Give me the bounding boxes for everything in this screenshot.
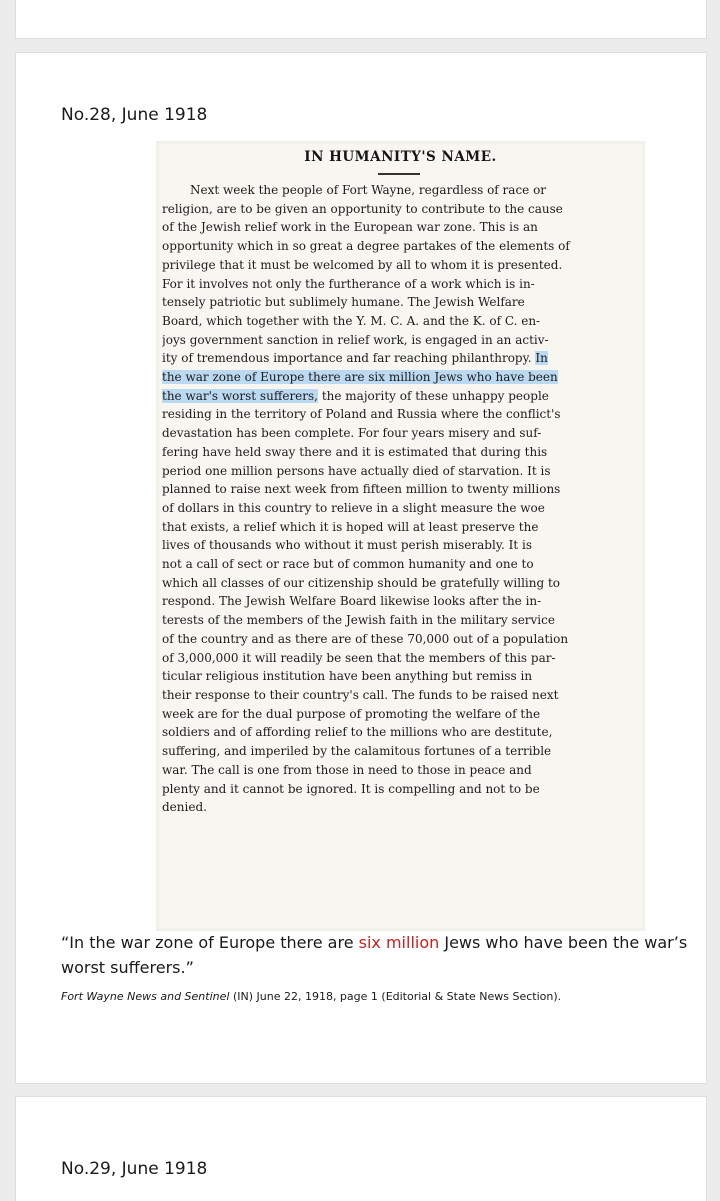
clipping-text: tensely patriotic but sublimely humane. The Jewish Welfare (162, 295, 525, 310)
clipping-title-rule (378, 173, 420, 175)
clipping-text: plenty and it cannot be ignored. It is compelling and not to be (162, 781, 540, 796)
clipping-line (162, 649, 636, 668)
clipping-text: war. The call is one from those in need to those in peace and (162, 762, 532, 777)
clipping-line (162, 611, 636, 630)
clipping-body (162, 181, 636, 817)
clipping-line (162, 424, 636, 443)
clipping-line (162, 331, 636, 350)
pull-quote (61, 930, 701, 980)
clipping-line (162, 555, 636, 574)
next-page (15, 1096, 707, 1201)
clipping-text: religion, are to be given an opportunity to contribute to the cause (162, 201, 563, 216)
clipping-text: period one million persons have actually died of starvation. It is (162, 463, 551, 478)
clipping-text: ity of tremendous importance and far reaching philanthropy. (162, 351, 536, 366)
clipping-line (162, 256, 636, 275)
clipping-text: denied. (162, 800, 207, 815)
clipping-text: the majority of these unhappy people (318, 388, 549, 403)
clipping-text: planned to raise next week from fifteen million to twenty millions (162, 482, 561, 497)
clipping-text: Next week the people of Fort Wayne, regardless of race or (190, 183, 547, 197)
clipping-line (162, 237, 636, 256)
previous-page-bottom (15, 0, 707, 39)
next-entry-heading: No.29, June 1918 (61, 1159, 208, 1179)
clipping-line (162, 312, 636, 331)
clipping-line (162, 798, 636, 817)
clipping-text: opportunity which in so great a degree partakes of the elements of (162, 239, 570, 254)
clipping-text: ticular religious institution have been anything but remiss in (162, 669, 533, 684)
clipping-text: terests of the members of the Jewish faith in the military service (162, 613, 555, 628)
clipping-text: that exists, a relief which it is hoped will at least preserve the (162, 519, 539, 534)
clipping-text: not a call of sect or race but of common humanity and one to (162, 557, 534, 572)
clipping-text: residing in the territory of Poland and Russia where the conflict's (162, 407, 561, 422)
clipping-line (162, 462, 636, 481)
clipping-line (162, 592, 636, 611)
clipping-text: lives of thousands who without it must perish miserably. It is (162, 538, 533, 553)
highlighted-text: In (535, 351, 548, 366)
clipping-text: suffering, and imperiled by the calamitous fortunes of a terrible (162, 744, 552, 759)
clipping-line (162, 349, 636, 368)
clipping-line (162, 723, 636, 742)
clipping-line (162, 780, 636, 799)
clipping-text: fering have held sway there and it is estimated that during this (162, 444, 548, 459)
clipping-text: joys government sanction in relief work, is engaged in an activ- (162, 332, 549, 347)
clipping-line (162, 293, 636, 312)
clipping-line (162, 387, 636, 406)
clipping-line (162, 480, 636, 499)
highlighted-text: the war's worst sufferers, (162, 388, 318, 403)
clipping-text: which all classes of our citizenship should be gratefully willing to (162, 575, 561, 590)
citation-source: Fort Wayne News and Sentinel (61, 990, 230, 1003)
clipping-text: Board, which together with the Y. M. C. A. and the K. of C. en- (162, 313, 541, 328)
clipping-line (162, 536, 636, 555)
clipping-line (162, 499, 636, 518)
clipping-line (162, 518, 636, 537)
clipping-line (162, 761, 636, 780)
clipping-line (162, 405, 636, 424)
highlighted-text: the war zone of Europe there are six million Jews who have been (162, 370, 558, 385)
clipping-line (162, 742, 636, 761)
citation (61, 990, 701, 1003)
document-page (15, 52, 707, 1084)
clipping-line (162, 686, 636, 705)
clipping-text: devastation has been complete. For four years misery and suf- (162, 426, 542, 441)
clipping-line (162, 667, 636, 686)
clipping-text: privilege that it must be welcomed by all to whom it is presented. (162, 257, 563, 272)
clipping-text: For it involves not only the furtherance of a work which is in- (162, 276, 535, 291)
clipping-line (162, 218, 636, 237)
pull-quote-open: “In the war zone of Europe there are (61, 933, 359, 952)
newspaper-clipping (156, 141, 645, 931)
clipping-text: of the Jewish relief work in the European war zone. This is an (162, 220, 538, 235)
clipping-text: their response to their country's call. The funds to be raised next (162, 687, 559, 702)
entry-heading: No.28, June 1918 (61, 105, 208, 125)
clipping-line (162, 181, 636, 200)
clipping-line (162, 705, 636, 724)
clipping-line (162, 630, 636, 649)
clipping-text: respond. The Jewish Welfare Board likewise looks after the in- (162, 594, 542, 609)
clipping-text: of the country and as there are of these 70,000 out of a population (162, 631, 569, 646)
clipping-text: week are for the dual purpose of promoting the welfare of the (162, 706, 541, 721)
clipping-text: of 3,000,000 it will readily be seen that the members of this par- (162, 650, 556, 665)
pull-quote-close: Jews who have been the war’s worst sufferers.” (61, 933, 688, 977)
citation-details: (IN) June 22, 1918, page 1 (Editorial & State News Section). (229, 990, 562, 1003)
clipping-text: soldiers and of affording relief to the millions who are destitute, (162, 725, 553, 740)
clipping-line (162, 200, 636, 219)
pull-quote-emphasis: six million (358, 933, 440, 952)
clipping-line (162, 443, 636, 462)
clipping-line (162, 368, 636, 387)
clipping-title: IN HUMANITY'S NAME. (304, 149, 497, 165)
clipping-text: of dollars in this country to relieve in a slight measure the woe (162, 500, 545, 515)
clipping-line (162, 275, 636, 294)
clipping-line (162, 574, 636, 593)
